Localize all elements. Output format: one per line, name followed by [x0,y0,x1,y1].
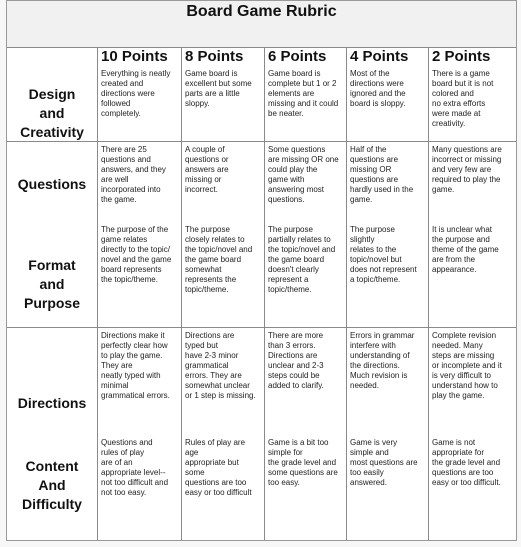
cell-content-4: Game is very simple and most questions are too easily answered. [350,438,418,487]
grid-line [97,47,98,540]
cell-design-10: Everything is neatly created and directions were followed completely. [101,69,171,118]
cell-directions-2: Complete revision needed. Many steps are missing or incomplete and it is very difficult to understand how to play the game. [432,331,502,400]
cell-design-4: Most of the directions were ignored and the board is sloppy. [350,69,406,108]
page-title: Board Game Rubric [186,3,337,20]
column-header-10-points: 10 Points [101,48,168,65]
cell-format-6: The purpose partially relates to the topic/novel and the game board doesn't clearly represent a topic/theme. [268,225,336,294]
cell-directions-4: Errors in grammar interfere with understanding of the directions. Much revision is needed. [350,331,415,390]
cell-directions-10: Directions make it perfectly clear how to play the game. They are neatly typed with minimal grammatical errors. [101,331,170,400]
grid-line [346,47,347,540]
grid-line [181,47,182,540]
cell-design-8: Game board is excellent but some parts are a little sloppy. [185,69,252,108]
cell-directions-8: Directions are typed but have 2-3 minor grammatical errors. They are somewhat unclear or 1 step is missing. [185,331,256,400]
cell-questions-8: A couple of questions or answers are missing or incorrect. [185,145,229,194]
cell-content-8: Rules of play are age appropriate but some questions are too easy or too difficult [185,438,252,497]
cell-questions-2: Many questions are incorrect or missing and very few are required to play the game. [432,145,502,194]
cell-questions-4: Half of the questions are missing OR questions are hardly used in the game. [350,145,414,204]
grid-line [264,47,265,540]
cell-design-6: Game board is complete but 1 or 2 elements are missing and it could be neater. [268,69,339,118]
criterion-content-difficulty: Content And Difficulty [22,458,82,512]
criterion-directions: Directions [17,395,87,411]
cell-format-10: The purpose of the game relates directly to the topic/ novel and the game board represents the topic/theme. [101,225,172,284]
column-header-6-points: 6 Points [268,48,327,65]
cell-questions-10: There are 25 questions and answers, and they are well incorporated into the game. [101,145,166,204]
cell-content-6: Game is a bit too simple for the grade level and some questions are too easy. [268,438,338,487]
cell-content-2: Game is not appropriate for the grade level and questions are too easy or too difficult. [432,438,501,487]
grid-line [7,327,516,328]
cell-format-8: The purpose closely relates to the topic/novel and the game board somewhat represents the topic/theme. [185,225,253,294]
cell-questions-6: Some questions are missing OR one could play the game with answering most questions. [268,145,339,204]
column-header-2-points: 2 Points [432,48,491,65]
column-header-4-points: 4 Points [350,48,409,65]
cell-content-10: Questions and rules of play are of an appropriate level-- not too difficult and not too easy. [101,438,169,497]
cell-format-4: The purpose slightly relates to the topic/novel but does not represent a topic/theme. [350,225,417,284]
criterion-format-purpose: Format and Purpose [23,257,80,311]
cell-design-2: There is a game board but it is not colored and no extra efforts were made at creativity. [432,69,494,128]
column-header-8-points: 8 Points [185,48,244,65]
grid-line [428,47,429,540]
cell-directions-6: There are more than 3 errors. Directions are unclear and 2-3 steps could be added to clarify. [268,331,324,390]
rubric-table [6,0,517,541]
criterion-design-creativity: Design and Creativity [20,86,84,140]
criterion-questions: Questions [17,176,87,192]
cell-format-2: It is unclear what the purpose and theme of the game are from the appearance. [432,225,499,274]
